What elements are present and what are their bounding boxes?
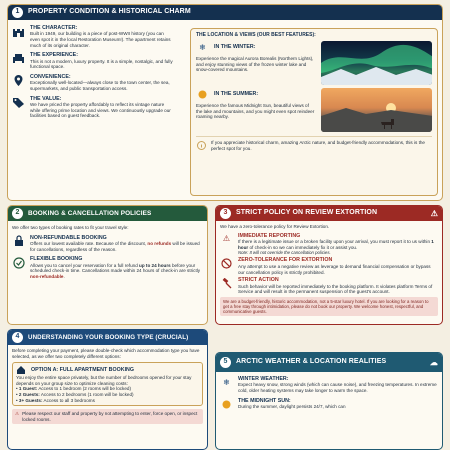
extortion-intro: We have a zero-tolerance policy for Review Extortion. (220, 224, 330, 229)
weather-body (216, 372, 442, 419)
extortion-body (216, 221, 442, 319)
zero-tolerance-title: ZERO-TOLERANCE FOR EXTORTION (238, 257, 333, 264)
section-booking-type (7, 329, 208, 450)
winter-text: Experience the magical Aurora Borealis (Northern Lights), and enjoy stunning views of the frozen winter lake and snow-covered mountains. (196, 56, 314, 73)
snow-cloud-icon: ☁ (429, 357, 438, 367)
nonrefundable-text: Offers our lowest available rate. Because of the discount, no refunds will be issued for cancellations, regardless of the reason. (30, 241, 200, 252)
strict-action-text: Such behavior will be reported immediately to the booking platform. It violates platform Terms of Service and will result in the permanent suspension of the guest's account. (238, 283, 433, 295)
experience-text: This is not a modern, luxury property. It is a simple, nostalgic, and fully functional space. (30, 58, 173, 70)
snowflake-icon: ❄ (223, 377, 230, 387)
winter-weather-text: Expect heavy snow, strong winds (which can cause noise), and freezing temperatures. In extreme cold, older heating systems may take longer to warm the space. (238, 382, 437, 394)
info-icon (196, 140, 206, 150)
summer-text: Experience the famous Midnight Sun, beautiful views of the lake and mountains, and you might even spot reindeer roaming nearby. (196, 103, 315, 120)
lock-icon (12, 235, 25, 248)
location-views-box (190, 28, 438, 196)
armchair-icon (12, 52, 25, 65)
option-a-text: You enjoy the entire space privately, but the number of bedrooms opened for your stay depends on your group size to optimize cleaning costs: (16, 375, 192, 386)
convenience-title: CONVENIENCE: (30, 73, 71, 80)
value-title: THE VALUE: (30, 95, 62, 102)
sun-icon (220, 398, 233, 411)
respect-text: Please respect our staff and property by not attempting to enter, force open, or inspect locked rooms. (22, 411, 198, 422)
section-title: STRICT POLICY ON REVIEW EXTORTION (236, 209, 378, 217)
strict-action-item (220, 277, 438, 295)
flexible-text: Allows you to cancel your reservation for a full refund up to 24 hours before your scheduled check-in time. Cancellations made within 24 hours of check-in are strictly non-refundable. (30, 262, 201, 279)
features-list (12, 25, 175, 123)
feature-value (12, 96, 175, 119)
section-header (216, 353, 442, 372)
section-number: 3 (220, 208, 231, 219)
nonrefundable-item (12, 235, 203, 253)
nonrefundable-title: NON-REFUNDABLE BOOKING (30, 234, 107, 241)
snowflake-icon: ❄ (199, 42, 206, 52)
alert-icon: ⚠ (222, 234, 231, 244)
warning-icon: ⚠ (430, 208, 438, 218)
warning-icon: ⚠ (15, 411, 20, 417)
value-text: We have priced the property affordably to reflect its vintage nature while offering prime location and views. We continuously upgrade our facilities based on guest feedback. (30, 101, 171, 119)
location-footer-text: If you appreciate historical charm, amazing Arctic nature, and budget-friendly accommodations, this is the perfect spot for you. (211, 140, 425, 151)
option-a-box (12, 362, 203, 406)
midnight-sun-item (220, 398, 438, 411)
experience-title: THE EXPERIENCE: (30, 52, 78, 59)
location-footer (196, 136, 432, 151)
section-booking-policies (7, 205, 208, 325)
summer-title: IN THE SUMMER: (214, 91, 259, 98)
guest-item: • 2 Guests: Access to 2 bedrooms (1 room will be locked) (16, 391, 134, 397)
option-a-title: OPTION A: FULL APARTMENT BOOKING (31, 366, 134, 373)
flexible-item (12, 256, 203, 279)
section-title: UNDERSTANDING YOUR BOOKING TYPE (CRUCIAL) (28, 333, 189, 341)
castle-icon (12, 25, 25, 38)
zero-tolerance-text: Any attempt to use a negative review as leverage to demand financial compensation or bypass our cancellation policy is strictly prohibited. (238, 263, 431, 275)
section-number: 1 (12, 7, 23, 18)
section-title: BOOKING & CANCELLATION POLICIES (28, 209, 152, 217)
guest-item: • 1 Guest: Access to 1 bedroom (2 rooms will be locked) (16, 386, 131, 392)
summer-block (196, 88, 432, 132)
section-review-extortion (215, 205, 443, 325)
character-title: THE CHARACTER: (30, 25, 78, 31)
winter-title: IN THE WINTER: (214, 44, 256, 51)
immediate-text: If there is a legitimate issue or a broken facility upon your arrival, you must report it to us within 1 hour of check-in so we can immediately fix it or assist you. (238, 239, 434, 250)
winter-weather-item (220, 376, 438, 394)
section-title: ARCTIC WEATHER & LOCATION REALITIES (236, 358, 387, 366)
feature-experience (12, 52, 175, 70)
midnight-sun-text: During the summer, daylight persists 24/7, which can (238, 404, 346, 410)
respect-note (12, 409, 203, 424)
section-property-condition (7, 4, 443, 201)
midnight-sun-title: THE MIDNIGHT SUN: (238, 397, 291, 404)
section-header (8, 330, 207, 345)
option-a-list (16, 386, 199, 403)
booking-type-body (8, 345, 207, 427)
booking-body (8, 221, 207, 287)
winter-block (196, 41, 432, 85)
booking-type-intro: Before completing your payment, please double-check which accommodation type you have selected, as we offer two completely different options: (12, 348, 200, 359)
section-header (8, 206, 207, 221)
midnight-sun-image (321, 88, 432, 132)
convenience-text: Exceptionally well-located—always close to the town center, the sea, supermarkets, and public transportation access. (30, 80, 170, 91)
section-number: 2 (12, 208, 23, 219)
character-text: Built in 1949, our building is a piece of post-WWII history (you can even spot it in the local Restoration Museum!). The apartment retains much of its original character. (30, 31, 171, 48)
house-icon (16, 365, 26, 375)
location-title: THE LOCATION & VIEWS (OUR BEST FEATURES): (196, 32, 316, 38)
immediate-note: Note: It will not override the cancellation policies. (238, 250, 331, 256)
zero-tolerance-item (220, 257, 438, 275)
section-header (8, 5, 442, 20)
sun-icon (196, 88, 209, 101)
prohibited-icon (220, 257, 233, 270)
section-arctic-weather (215, 352, 443, 450)
immediate-item (220, 233, 438, 256)
section-number: 5 (220, 357, 231, 368)
map-pin-icon (12, 74, 25, 87)
price-tag-icon (12, 96, 25, 109)
section-title: PROPERTY CONDITION & HISTORICAL CHARM (28, 8, 191, 16)
guest-item: • 3+ Guests: Access to all 3 bedrooms (16, 397, 95, 403)
feature-convenience (12, 74, 175, 92)
section-header (216, 206, 442, 221)
checkmark-circle-icon (12, 256, 25, 269)
winter-weather-title: WINTER WEATHER: (238, 376, 289, 382)
gavel-icon (220, 277, 233, 290)
immediate-title: IMMEDIATE REPORTING (238, 232, 301, 239)
aurora-image (321, 41, 432, 85)
flexible-title: FLEXIBLE BOOKING (30, 256, 83, 263)
feature-character (12, 25, 175, 48)
section-number: 4 (12, 332, 23, 343)
strict-action-title: STRICT ACTION (238, 277, 279, 284)
extortion-footer: We are a budget-friendly, historic accommodation, not a 5-star luxury hotel. If you are looking for a reason to get a free stay through intimidation, please do not book our property. We welcome honest, respectful, and communicative guests. (220, 297, 438, 317)
booking-intro: We offer two types of booking rates to fit your travel style: (12, 225, 129, 230)
